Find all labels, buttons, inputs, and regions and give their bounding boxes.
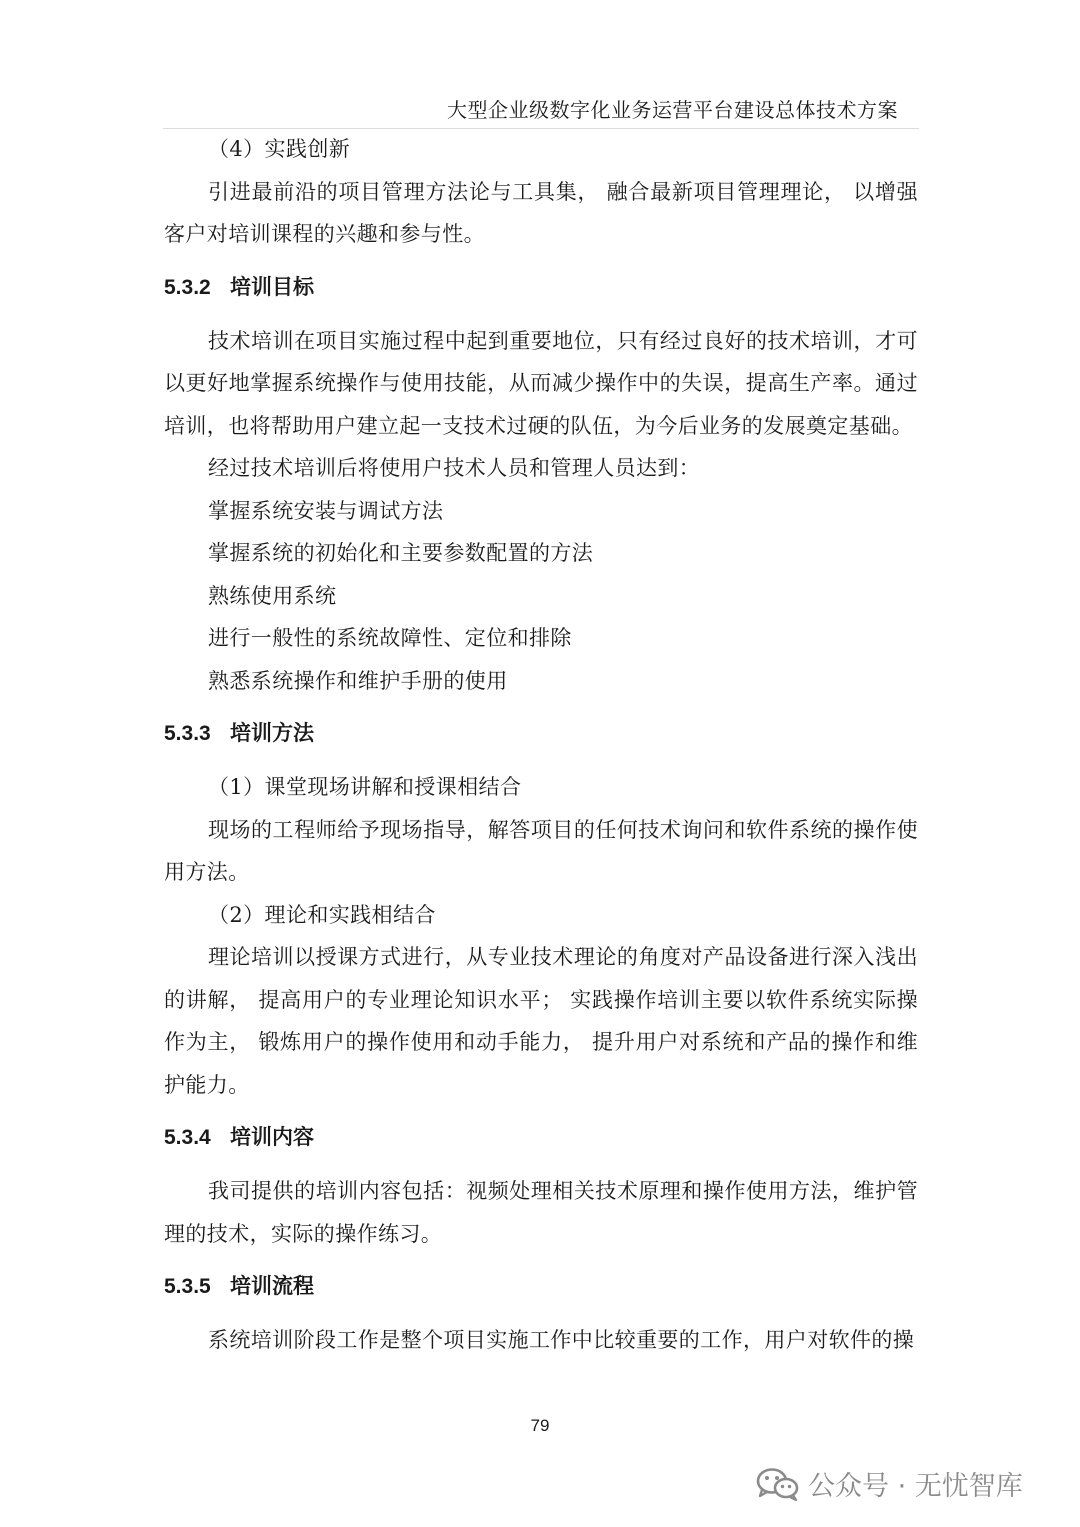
section-heading — [164, 1266, 918, 1308]
list-item: 掌握系统的初始化和主要参数配置的方法 — [208, 541, 594, 565]
subheading: （2）理论和实践相结合 — [208, 902, 436, 927]
section-heading — [164, 267, 918, 309]
section-heading — [164, 713, 918, 755]
running-header: 大型企业级数字化业务运营平台建设总体技术方案 — [447, 98, 898, 122]
wechat-icon — [756, 1467, 800, 1501]
section-title: 培训方法 — [230, 722, 314, 745]
subheading: （4）实践创新 — [208, 137, 351, 161]
paragraph: 理论培训以授课方式进行，从专业技术理论的角度对产品设备进行深入浅出的讲解， 提高用户的专业理论知识水平； 实践操作培训主要以软件系统实际操作为主， 锻炼用户的操作使用和动手能力， 提升用户对系统和产品的操作和维护能力。 — [164, 945, 918, 1097]
list-item: 熟悉系统操作和维护手册的使用 — [208, 668, 508, 693]
section-number: 5.3.3 — [164, 722, 211, 745]
watermark — [756, 1464, 1023, 1503]
page-body — [164, 128, 918, 1362]
section-number: 5.3.4 — [164, 1126, 211, 1149]
list-item: 掌握系统安装与调试方法 — [208, 498, 444, 523]
section-number: 5.3.2 — [164, 275, 211, 299]
paragraph: 系统培训阶段工作是整个项目实施工作中比较重要的工作，用户对软件的操 — [208, 1328, 915, 1352]
paragraph: 我司提供的培训内容包括：视频处理相关技术原理和操作使用方法，维护管理的技术，实际的操作练习。 — [164, 1179, 918, 1246]
section-title: 培训流程 — [230, 1275, 314, 1298]
section-number: 5.3.5 — [164, 1275, 211, 1298]
watermark-text: 公众号 · 无忧智库 — [808, 1471, 1023, 1502]
paragraph: 技术培训在项目实施过程中起到重要地位，只有经过良好的技术培训，才可以更好地掌握系统操作与使用技能，从而减少操作中的失误，提高生产率。通过培训，也将帮助用户建立起一支技术过硬的队伍，为今后业务的发展奠定基础。 — [164, 328, 918, 438]
section-heading — [164, 1117, 918, 1159]
paragraph: 现场的工程师给予现场指导，解答项目的任何技术询问和软件系统的操作使用方法。 — [164, 817, 918, 884]
section-title: 培训内容 — [230, 1126, 314, 1149]
paragraph: 引进最前沿的项目管理方法论与工具集， 融合最新项目管理理论， 以增强客户对培训课程的兴趣和参与性。 — [164, 179, 918, 246]
list-item: 熟练使用系统 — [208, 583, 337, 608]
paragraph: 经过技术培训后将使用户技术人员和管理人员达到： — [208, 456, 701, 480]
page-number: 79 — [530, 1416, 550, 1435]
subheading: （1）课堂现场讲解和授课相结合 — [208, 775, 522, 799]
list-item: 进行一般性的系统故障性、定位和排除 — [208, 626, 572, 650]
section-title: 培训目标 — [230, 275, 314, 299]
